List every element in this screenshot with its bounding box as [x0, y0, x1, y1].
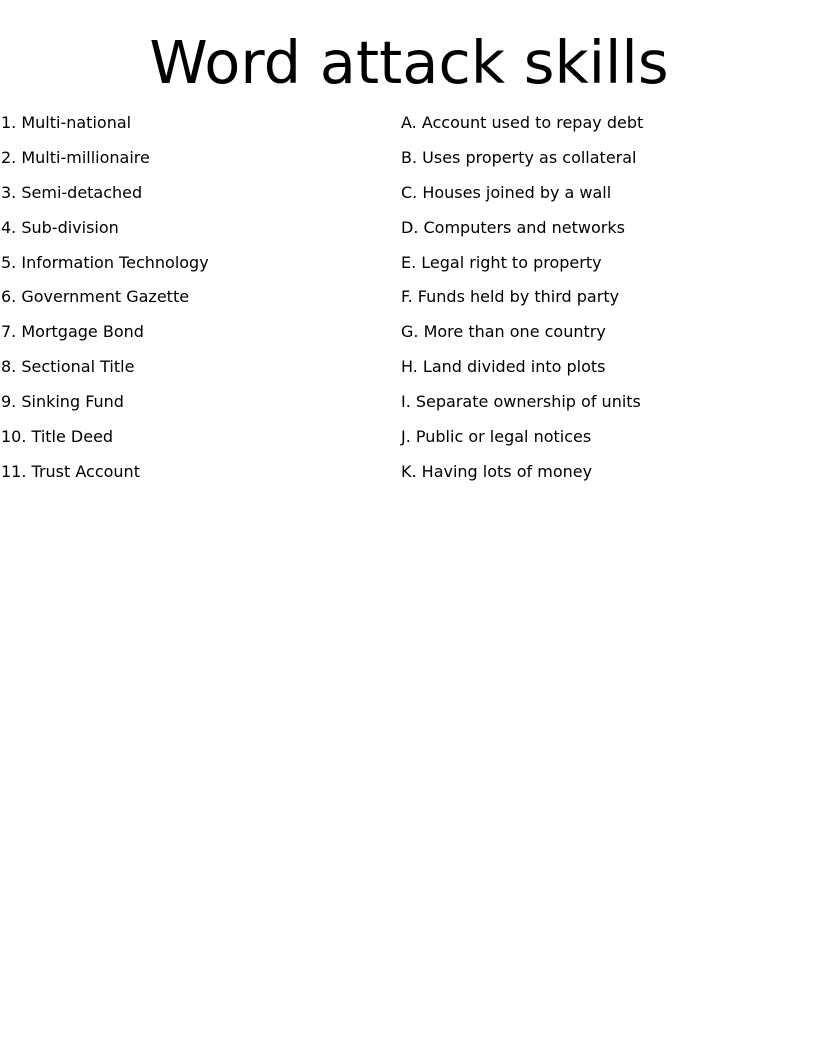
term-item: 8. Sectional Title: [1, 357, 135, 377]
definition-item: F. Funds held by third party: [401, 287, 620, 307]
term-item: 11. Trust Account: [1, 461, 140, 481]
definition-item: C. Houses joined by a wall: [401, 182, 612, 202]
term-item: 3. Semi-detached: [1, 182, 143, 202]
definitions-list: [401, 111, 811, 495]
definition-item: H. Land divided into plots: [401, 357, 606, 377]
term-item: 1. Multi-national: [1, 113, 132, 132]
term-item: 9. Sinking Fund: [1, 392, 124, 412]
definition-item: G. More than one country: [401, 322, 606, 342]
definition-item: D. Computers and networks: [401, 217, 625, 237]
page-title: Word attack skills: [149, 28, 669, 97]
definition-item: J. Public or legal notices: [401, 427, 592, 447]
definition-item: K. Having lots of money: [401, 461, 593, 481]
definition-item: I. Separate ownership of units: [401, 392, 641, 412]
term-item: 7. Mortgage Bond: [1, 322, 144, 342]
term-item: 5. Information Technology: [1, 252, 209, 272]
term-item: 2. Multi-millionaire: [1, 147, 150, 167]
definition-item: B. Uses property as collateral: [401, 147, 637, 167]
term-item: 4. Sub-division: [1, 217, 119, 237]
term-item: 10. Title Deed: [1, 427, 114, 447]
definition-item: A. Account used to repay debt: [401, 113, 644, 132]
term-item: 6. Government Gazette: [1, 287, 190, 307]
terms-list: [1, 111, 391, 495]
definition-item: E. Legal right to property: [401, 252, 602, 272]
